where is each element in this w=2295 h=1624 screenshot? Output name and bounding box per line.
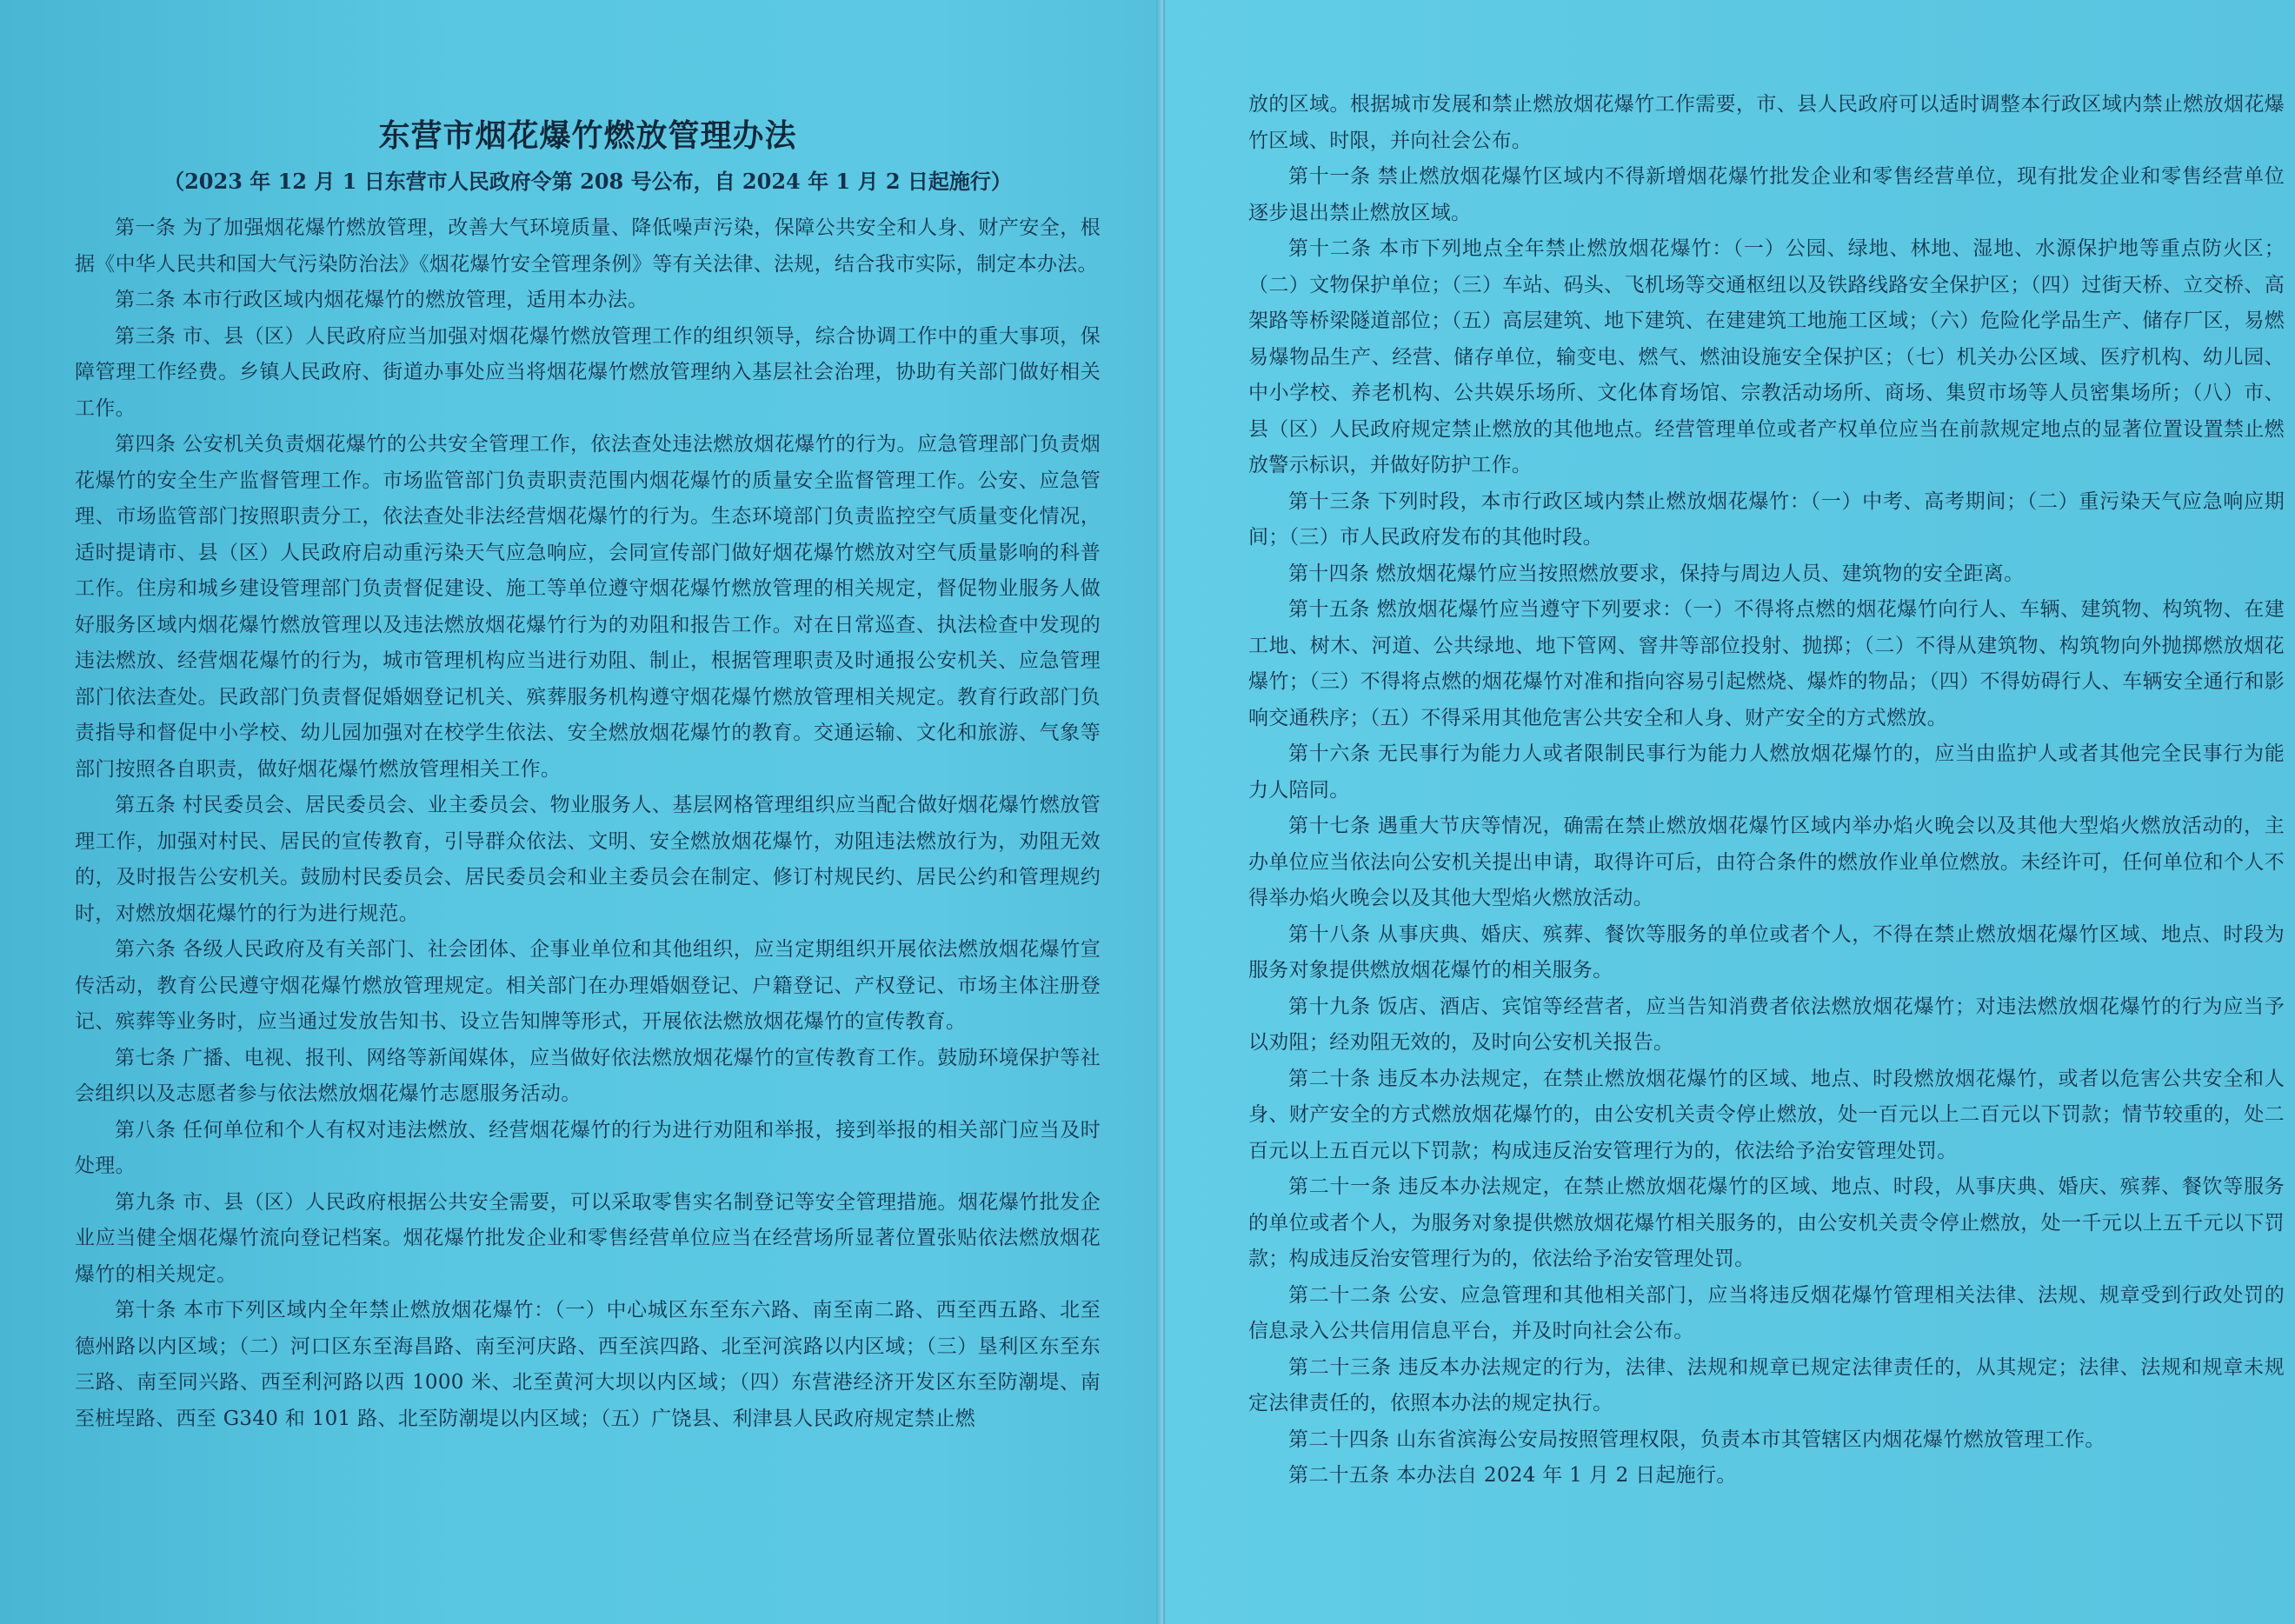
article-paragraph: 第十二条 本市下列地点全年禁止燃放烟花爆竹：（一）公园、绿地、林地、湿地、水源保护地等重点防火区；（二）文物保护单位；（三）车站、码头、飞机场等交通枢纽以及铁路线路安全保护区；（四）过街天桥、立交桥、高架路等桥梁隧道部位；（五）高层建筑、地下建筑、在建建筑工地施工区域；（六）危险化学品生产、储存厂区，易燃易爆物品生产、经营、储存单位，输变电、燃气、燃油设施安全保护区；（七）机关办公区域、医疗机构、幼儿园、中小学校、养老机构、公共娱乐场所、文化体育场馆、宗教活动场所、商场、集贸市场等人员密集场所；（八）市、县（区）人民政府规定禁止燃放的其他地点。经营管理单位或者产权单位应当在前款规定地点的显著位置设置禁止燃放警示标识，并做好防护工作。 [1248,237,2285,476]
article-paragraph: 第十一条 禁止燃放烟花爆竹区域内不得新增烟花爆竹批发企业和零售经营单位，现有批发企业和零售经营单位逐步退出禁止燃放区域。 [1248,165,2285,224]
article-paragraph: 第十四条 燃放烟花爆竹应当按照燃放要求，保持与周边人员、建筑物的安全距离。 [1288,562,2025,585]
article-paragraph: 第二条 本市行政区域内烟花爆竹的燃放管理，适用本办法。 [115,289,649,311]
article-paragraph: 第九条 市、县（区）人民政府根据公共安全需要，可以采取零售实名制登记等安全管理措施。烟花爆竹批发企业应当健全烟花爆竹流向登记档案。烟花爆竹批发企业和零售经营单位应当在经营场所显著位置张贴依法燃放烟花爆竹的相关规定。 [75,1190,1101,1286]
left-body [75,210,1101,1437]
article-paragraph: 第七条 广播、电视、报刊、网络等新闻媒体，应当做好依法燃放烟花爆竹的宣传教育工作。鼓励环境保护等社会组织以及志愿者参与依法燃放烟花爆竹志愿服务活动。 [75,1046,1101,1105]
article-paragraph: 第十条 本市下列区域内全年禁止燃放烟花爆竹：（一）中心城区东至东六路、南至南二路、西至西五路、北至德州路以内区域；（二）河口区东至海昌路、南至河庆路、西至滨四路、北至河滨路以内区域；（三）垦利区东至东三路、南至同兴路、西至利河路以西 1000 米、北至黄河大坝以内区域；（四）东营港经济开发区东至防潮堤、南至桩埕路、西至 G340 和 101 路、北至防潮堤以内区域；（五）广饶县、利津县人民政府规定禁止燃 [75,1299,1101,1430]
article-paragraph: 放的区域。根据城市发展和禁止燃放烟花爆竹工作需要，市、县人民政府可以适时调整本行政区域内禁止燃放烟花爆竹区域、时限，并向社会公布。 [1248,93,2285,152]
article-paragraph: 第十九条 饭店、酒店、宾馆等经营者，应当告知消费者依法燃放烟花爆竹；对违法燃放烟花爆竹的行为应当予以劝阻；经劝阻无效的，及时向公安机关报告。 [1248,995,2285,1054]
article-paragraph: 第二十一条 违反本办法规定，在禁止燃放烟花爆竹的区域、地点、时段，从事庆典、婚庆、殡葬、餐饮等服务的单位或者个人，为服务对象提供燃放烟花爆竹相关服务的，由公安机关责令停止燃放，处一千元以上五千元以下罚款；构成违反治安管理行为的，依法给予治安管理处罚。 [1248,1175,2285,1270]
article-paragraph: 第六条 各级人民政府及有关部门、社会团体、企事业单位和其他组织，应当定期组织开展依法燃放烟花爆竹宣传活动，教育公民遵守烟花爆竹燃放管理规定。相关部门在办理婚姻登记、户籍登记、产权登记、市场主体注册登记、殡葬等业务时，应当通过发放告知书、设立告知牌等形式，开展依法燃放烟花爆竹的宣传教育。 [75,938,1101,1033]
document-title: 东营市烟花爆竹燃放管理办法 [378,117,797,154]
article-paragraph: 第二十五条 本办法自 2024 年 1 月 2 日起施行。 [1288,1464,1737,1487]
right-page [1165,0,2295,1624]
article-paragraph: 第二十条 违反本办法规定，在禁止燃放烟花爆竹的区域、地点、时段燃放烟花爆竹，或者以危害公共安全和人身、财产安全的方式燃放烟花爆竹的，由公安机关责令停止燃放，处一百元以上二百元以下罚款；情节较重的，处二百元以上五百元以下罚款；构成违反治安管理行为的，依法给予治安管理处罚。 [1248,1067,2285,1162]
article-paragraph: 第十五条 燃放烟花爆竹应当遵守下列要求：（一）不得将点燃的烟花爆竹向行人、车辆、建筑物、构筑物、在建工地、树木、河道、公共绿地、地下管网、窨井等部位投射、抛掷；（二）不得从建筑物、构筑物向外抛掷燃放烟花爆竹；（三）不得将点燃的烟花爆竹对准和指向容易引起燃烧、爆炸的物品；（四）不得妨碍行人、车辆安全通行和影响交通秩序；（五）不得采用其他危害公共安全和人身、财产安全的方式燃放。 [1248,598,2285,729]
article-paragraph: 第二十四条 山东省滨海公安局按照管理权限，负责本市其管辖区内烟花爆竹燃放管理工作。 [1288,1428,2105,1451]
document-subtitle: （2023 年 12 月 1 日东营市人民政府令第 208 号公布，自 2024 年 1 月 2 日起施行） [163,169,1012,194]
article-paragraph: 第五条 村民委员会、居民委员会、业主委员会、物业服务人、基层网格管理组织应当配合做好烟花爆竹燃放管理工作，加强对村民、居民的宣传教育，引导群众依法、文明、安全燃放烟花爆竹，劝阻违法燃放行为，劝阻无效的，及时报告公安机关。鼓励村民委员会、居民委员会和业主委员会在制定、修订村规民约、居民公约和管理规约时，对燃放烟花爆竹的行为进行规范。 [75,794,1101,925]
article-paragraph: 第十八条 从事庆典、婚庆、殡葬、餐饮等服务的单位或者个人，不得在禁止燃放烟花爆竹区域、地点、时段为服务对象提供燃放烟花爆竹的相关服务。 [1248,922,2285,982]
article-paragraph: 第一条 为了加强烟花爆竹燃放管理，改善大气环境质量、降低噪声污染，保障公共安全和人身、财产安全，根据《中华人民共和国大气污染防治法》《烟花爆竹安全管理条例》等有关法律、法规，结合我市实际，制定本办法。 [75,216,1101,276]
right-body [1248,87,2285,1494]
article-paragraph: 第二十三条 违反本办法规定的行为，法律、法规和规章已规定法律责任的，从其规定；法律、法规和规章未规定法律责任的，依照本办法的规定执行。 [1248,1355,2285,1414]
article-paragraph: 第四条 公安机关负责烟花爆竹的公共安全管理工作，依法查处违法燃放烟花爆竹的行为。应急管理部门负责烟花爆竹的安全生产监督管理工作。市场监管部门负责职责范围内烟花爆竹的质量安全监督管理工作。公安、应急管理、市场监管部门按照职责分工，依法查处非法经营烟花爆竹的行为。生态环境部门负责监控空气质量变化情况，适时提请市、县（区）人民政府启动重污染天气应急响应，会同宣传部门做好烟花爆竹燃放对空气质量影响的科普工作。住房和城乡建设管理部门负责督促建设、施工等单位遵守烟花爆竹燃放管理的相关规定，督促物业服务人做好服务区域内烟花爆竹燃放管理以及违法燃放烟花爆竹行为的劝阻和报告工作。对在日常巡查、执法检查中发现的违法燃放、经营烟花爆竹的行为，城市管理机构应当进行劝阻、制止，根据管理职责及时通报公安机关、应急管理部门依法查处。民政部门负责督促婚姻登记机关、殡葬服务机构遵守烟花爆竹燃放管理相关规定。教育行政部门负责指导和督促中小学校、幼儿园加强对在校学生依法、安全燃放烟花爆竹的教育。交通运输、文化和旅游、气象等部门按照各自职责，做好烟花爆竹燃放管理相关工作。 [75,433,1101,781]
article-paragraph: 第八条 任何单位和个人有权对违法燃放、经营烟花爆竹的行为进行劝阻和举报，接到举报的相关部门应当及时处理。 [75,1118,1101,1177]
article-paragraph: 第十六条 无民事行为能力人或者限制民事行为能力人燃放烟花爆竹的，应当由监护人或者其他完全民事行为能力人陪同。 [1248,742,2285,802]
article-paragraph: 第十七条 遇重大节庆等情况，确需在禁止燃放烟花爆竹区域内举办焰火晚会以及其他大型焰火燃放活动的，主办单位应当依法向公安机关提出申请，取得许可后，由符合条件的燃放作业单位燃放。未经许可，任何单位和个人不得举办焰火晚会以及其他大型焰火燃放活动。 [1248,815,2285,909]
article-paragraph: 第二十二条 公安、应急管理和其他相关部门，应当将违反烟花爆竹管理相关法律、法规、规章受到行政处罚的信息录入公共信用信息平台，并及时向社会公布。 [1248,1283,2285,1342]
article-paragraph: 第十三条 下列时段，本市行政区域内禁止燃放烟花爆竹：（一）中考、高考期间；（二）重污染天气应急响应期间；（三）市人民政府发布的其他时段。 [1248,489,2285,549]
article-paragraph: 第三条 市、县（区）人民政府应当加强对烟花爆竹燃放管理工作的组织领导，综合协调工作中的重大事项，保障管理工作经费。乡镇人民政府、街道办事处应当将烟花爆竹燃放管理纳入基层社会治理，协助有关部门做好相关工作。 [75,324,1101,420]
